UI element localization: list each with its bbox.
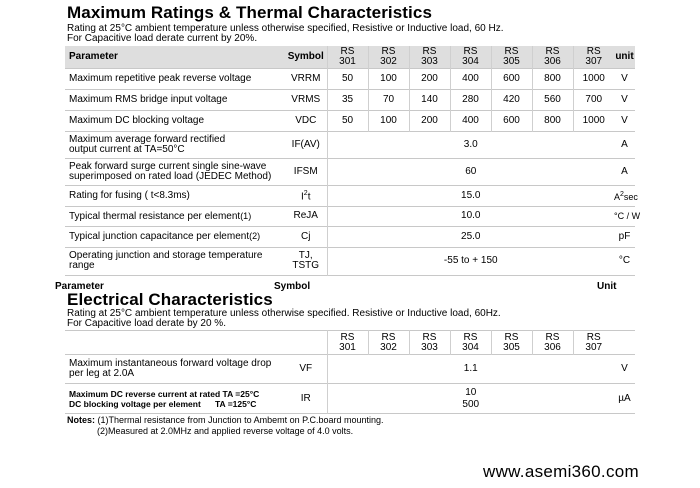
row-vrms-v306: 560: [532, 89, 573, 110]
section1-title: Maximum Ratings & Thermal Characteristics: [67, 3, 432, 22]
row-ir-param2a: DC blocking voltage per element: [69, 398, 201, 409]
model-301-b: 301: [339, 55, 356, 67]
row-ir-param1a: Maximum DC reverse current at rated TA =25: [69, 388, 250, 399]
row-tj-unit: °C: [618, 255, 631, 266]
t2-model-301: [327, 331, 368, 355]
row-reja-param-note: (1): [240, 210, 252, 221]
row-ifav-unit: A: [621, 138, 628, 150]
footer-parameter: Parameter: [55, 281, 104, 292]
table-row: [65, 355, 635, 384]
t2-model-304-b: 304: [462, 341, 479, 353]
row-vdc-v307: 1000: [573, 110, 614, 131]
row-vrrm-v307: 1000: [573, 68, 614, 89]
row-ir-value: [327, 384, 614, 414]
row-ir-param1-deg: °C: [249, 388, 260, 399]
note-2: (2)Measured at 2.0MHz and applied reverse voltage of 4.0 volts.: [97, 426, 354, 436]
row-vrrm-v301: 50: [327, 68, 368, 89]
table2-header-row: [65, 331, 635, 355]
row-i2t-unit-sup: 2: [620, 190, 624, 198]
electrical-table: [65, 330, 635, 414]
header-model-301: [327, 46, 368, 68]
model-302-a: RS: [381, 45, 396, 57]
t2-model-307-a: RS: [586, 331, 601, 343]
row-vrrm-v302: 100: [368, 68, 409, 89]
t2-model-303: [409, 331, 450, 355]
row-vrms-v303: 140: [409, 89, 450, 110]
row-vdc-v301: 50: [327, 110, 368, 131]
model-303-b: 303: [421, 55, 438, 67]
section2-sub1-a: Rating at 25: [67, 308, 121, 319]
t2-model-305-a: RS: [504, 331, 519, 343]
note-1: (1)Thermal resistance from Junction to Ambemt on P.C.board mounting.: [97, 415, 384, 425]
model-307-a: RS: [586, 45, 601, 57]
row-ir-unit: µA: [618, 392, 631, 404]
row-vrrm-v306: 800: [532, 68, 573, 89]
section2-subtitle-line2: For Capacitive load derate by 20 %.: [67, 318, 226, 329]
row-ifav-param1: Maximum average forward rectified: [69, 133, 226, 145]
row-reja-param: [65, 206, 285, 226]
table2-header-blank-unit: [614, 331, 635, 355]
t2-model-302-a: RS: [381, 331, 396, 343]
row-vf-param2: per leg at 2.0A: [69, 368, 135, 379]
t2-model-304: [450, 331, 491, 355]
row-ifav-value: 3.0: [327, 131, 614, 158]
t2-model-302: [368, 331, 409, 355]
row-i2t-value: 15.0: [327, 185, 614, 206]
section1-sub1-rest: ambient temperature unless otherwise specified, Resistive or Inductive load, 60 Hz.: [132, 23, 504, 34]
model-304-b: 304: [462, 55, 479, 67]
row-reja-symbol: ReJA: [293, 210, 318, 221]
row-vdc-param: Maximum DC blocking voltage: [69, 114, 205, 126]
row-tj-symbol2: TSTG: [292, 260, 320, 271]
row-vrms-v304: 280: [450, 89, 491, 110]
row-cj-value: 25.0: [327, 226, 614, 247]
table-row: [65, 185, 635, 206]
t2-model-305: [491, 331, 532, 355]
notes: [67, 415, 384, 426]
row-tj-symbol1: TJ,: [298, 250, 313, 261]
section1-sub1-deg: °C: [120, 23, 133, 34]
header-model-303: [409, 46, 450, 68]
model-305-a: RS: [504, 45, 519, 57]
row-ifav-param2-deg: °C: [173, 143, 185, 155]
row-vrrm-unit: V: [621, 72, 628, 84]
row-ifsm-param: [65, 158, 285, 185]
row-ifav-param: [65, 131, 285, 158]
section2-title: Electrical Characteristics: [67, 290, 273, 309]
header-parameter: Parameter: [69, 50, 118, 62]
footer-symbol: Symbol: [274, 281, 311, 292]
row-vrrm-v305: 600: [491, 68, 532, 89]
footer-unit: Unit: [597, 281, 617, 292]
row-ir-param2-deg: °C: [246, 398, 257, 409]
row-vrms-v302: 70: [368, 89, 409, 110]
table-row: [65, 158, 635, 185]
model-307-b: 307: [585, 55, 603, 67]
row-ir-param2b: TA =125: [214, 398, 247, 409]
row-vrms-v307: 700: [573, 89, 614, 110]
t2-model-307-b: 307: [585, 341, 603, 353]
row-vdc-unit: V: [621, 114, 628, 126]
row-ir-symbol: IR: [300, 392, 311, 404]
row-vf-unit: V: [621, 363, 628, 374]
row-i2t-symbol-sup: 2: [303, 189, 308, 197]
header-symbol: Symbol: [287, 50, 324, 62]
row-cj-param: [65, 226, 285, 247]
row-vf-param: [65, 355, 285, 384]
t2-model-305-b: 305: [503, 341, 520, 353]
header-model-305: [491, 46, 532, 68]
row-cj-symbol: Cj: [301, 230, 311, 242]
row-vdc-v302: 100: [368, 110, 409, 131]
t2-model-301-a: RS: [340, 331, 355, 343]
table-row: [65, 247, 635, 275]
row-vrrm-symbol: VRRM: [291, 72, 321, 84]
row-vdc-v304: 400: [450, 110, 491, 131]
header-model-307: [573, 46, 614, 68]
t2-model-303-a: RS: [422, 331, 437, 343]
row-i2t-unit: [614, 185, 638, 206]
t2-model-306-b: 306: [544, 341, 561, 353]
row-vrms-symbol: VRMS: [291, 93, 321, 105]
row-tj-param2: range: [69, 260, 95, 271]
row-vrrm-v303: 200: [409, 68, 450, 89]
table2-header-blank-param: [65, 331, 285, 355]
row-ifsm-param1: Peak forward surge current single sine-wave: [69, 160, 267, 172]
header-unit: unit: [615, 50, 634, 62]
row-vdc-v303: 200: [409, 110, 450, 131]
section2-sub1-deg: °C: [120, 308, 133, 319]
row-vf-symbol: VF: [299, 363, 313, 374]
row-tj-symbol: [285, 247, 327, 275]
model-306-b: 306: [544, 55, 561, 67]
row-reja-unit: °C / W: [614, 211, 641, 221]
model-303-a: RS: [422, 45, 437, 57]
table-row: [65, 131, 635, 158]
row-i2t-symbol-b: t: [307, 191, 311, 203]
row-vrms-unit: V: [621, 93, 628, 105]
row-i2t-unit-b: sec: [623, 191, 638, 202]
row-tj-param1: Operating junction and storage temperature: [69, 250, 263, 261]
t2-model-306: [532, 331, 573, 355]
row-i2t-symbol: [285, 185, 327, 206]
table-row: [65, 384, 635, 414]
row-vrrm-v304: 400: [450, 68, 491, 89]
table2-header-blank-symbol: [285, 331, 327, 355]
row-cj-param-note: (2): [249, 231, 261, 241]
row-vdc-symbol: VDC: [295, 114, 317, 126]
row-vrms-param: Maximum RMS bridge input voltage: [69, 93, 228, 105]
row-cj-unit: pF: [618, 230, 631, 242]
row-ir-value2: 500: [462, 398, 480, 410]
row-ifav-symbol: IF(AV): [291, 138, 320, 150]
section2-sub1-rest: ambient temperature unless otherwise specified. Resistive or Inductive load, 60Hz.: [132, 308, 501, 319]
t2-model-304-a: RS: [463, 331, 478, 343]
table-row: [65, 226, 635, 247]
row-reja-param-text: Typical thermal resistance per element: [69, 210, 241, 222]
row-cj-param-text: Typical junction capacitance per element: [69, 231, 250, 242]
max-ratings-table: [65, 45, 641, 276]
row-i2t-symbol-a: I: [301, 191, 304, 203]
row-vf-param1: Maximum instantaneous forward voltage drop: [69, 358, 272, 369]
section1-subtitle-line2: For Capacitive load derate current by 20%.: [67, 33, 258, 44]
row-ifsm-unit: A: [621, 165, 628, 177]
row-ifav-param2: output current at TA=50: [69, 143, 174, 155]
row-ifsm-symbol: IFSM: [293, 165, 318, 177]
row-ir-value1: 10: [465, 386, 477, 398]
model-306-a: RS: [545, 45, 560, 57]
header-model-302: [368, 46, 409, 68]
t2-model-306-a: RS: [545, 331, 560, 343]
row-i2t-param: Rating for fusing ( t<8.3ms): [69, 189, 190, 201]
model-305-b: 305: [503, 55, 520, 67]
website-url: www.asemi360.com: [483, 462, 639, 481]
table-row: [65, 89, 635, 110]
t2-model-303-b: 303: [421, 341, 438, 353]
row-ir-param: [65, 384, 285, 414]
model-301-a: RS: [340, 45, 355, 57]
row-vdc-v305: 600: [491, 110, 532, 131]
row-reja-value: 10.0: [327, 206, 614, 226]
row-vf-value: 1.1: [327, 355, 614, 384]
header-model-304: [450, 46, 491, 68]
table-row: [65, 68, 635, 89]
model-304-a: RS: [463, 45, 478, 57]
row-ifsm-value: 60: [327, 158, 614, 185]
row-ifsm-param2: superimposed on rated load (JEDEC Method): [69, 170, 272, 182]
row-tj-value: -55 to + 150: [327, 247, 614, 275]
table1-header-row: [65, 46, 635, 68]
row-tj-param: [65, 247, 285, 275]
row-vrms-v301: 35: [327, 89, 368, 110]
row-vrrm-param: Maximum repetitive peak reverse voltage: [69, 72, 252, 84]
row-i2t-unit-a: A: [614, 191, 621, 202]
t2-model-302-b: 302: [380, 341, 397, 353]
row-vdc-v306: 800: [532, 110, 573, 131]
row-vrms-v305: 420: [491, 89, 532, 110]
table-row: [65, 206, 635, 226]
section1-sub1-a: Rating at 25: [67, 23, 121, 34]
t2-model-301-b: 301: [339, 341, 356, 353]
t2-model-307: [573, 331, 614, 355]
notes-label: Notes:: [67, 415, 96, 425]
model-302-b: 302: [380, 55, 397, 67]
table-row: [65, 110, 635, 131]
header-model-306: [532, 46, 573, 68]
